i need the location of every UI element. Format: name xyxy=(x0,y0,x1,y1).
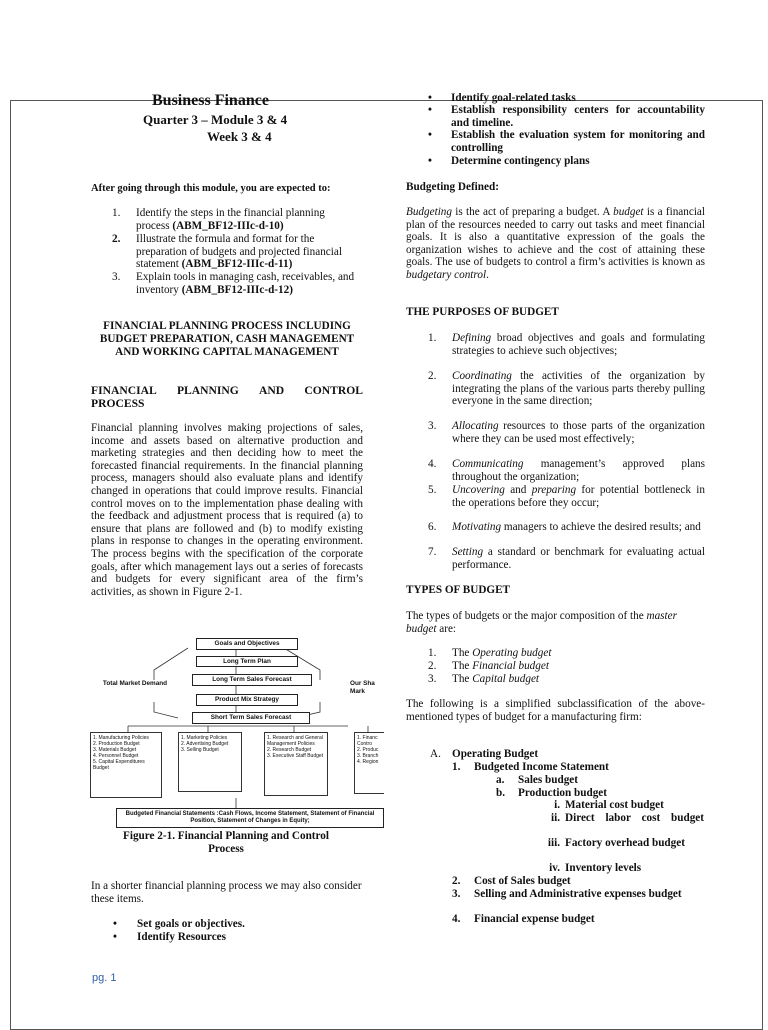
outline-item xyxy=(430,748,538,761)
purpose-text: resources to those parts of the organization where they can be used most effectively; xyxy=(452,420,705,445)
text: is the act of preparing a budget. A xyxy=(452,206,614,218)
purpose-text: broad objectives and goals and formulating strategies to achieve such objectives; xyxy=(452,332,705,357)
bullet-dot: • xyxy=(428,92,432,104)
objective-text: Illustrate the formula and format for the preparation of budgets and projected financial statement xyxy=(136,233,342,271)
objective-code: (ABM_BF12-IIIc-d-10) xyxy=(172,219,284,232)
total-market-label: Total Market Demand xyxy=(102,680,168,687)
purpose-number: 5. xyxy=(428,484,437,496)
bullet-text: Establish responsibility centers for accountability and timeline. xyxy=(451,104,705,129)
our-share-label: Our Sha Mark xyxy=(350,680,375,695)
outline-number: a. xyxy=(496,774,505,786)
purpose-term: Allocating xyxy=(452,420,499,432)
page-number: pg. 1 xyxy=(92,972,117,984)
outline-text: Financial expense budget xyxy=(474,913,595,925)
purpose-term: Setting xyxy=(452,546,484,558)
type-item xyxy=(428,673,539,686)
objective-number: 3. xyxy=(112,271,121,283)
term: budgetary control xyxy=(406,268,487,281)
outline-text-wrap xyxy=(565,837,704,850)
objective-text: Explain tools in managing cash, receivables, and inventory xyxy=(136,271,355,296)
bullet-dot: • xyxy=(428,104,432,116)
goals-box: Goals and Objectives xyxy=(196,638,298,650)
objective-code: (ABM_BF12-IIIc-d-11) xyxy=(181,258,293,271)
purpose-term: Uncovering xyxy=(452,484,505,496)
budgeting-defined-paragraph xyxy=(406,206,705,282)
manufacturing-box: 1. Manufacturing Policies 2. Production Budget 3. Materials Budget 4. Personnel Budget 5. Capital Expenditures Budget xyxy=(90,732,162,798)
outline-text: Operating Budget xyxy=(452,748,539,760)
bullet-text: Determine contingency plans xyxy=(451,155,590,167)
marketing-box: 1. Marketing Policies 2. Advertising Budget 3. Selling Budget xyxy=(178,732,242,792)
type-item xyxy=(428,647,551,660)
purpose-text: for potential bottleneck in the operations before they occur; xyxy=(452,484,705,509)
bullet-item xyxy=(428,155,705,168)
outline-text-wrap xyxy=(565,812,704,825)
bullet-dot: • xyxy=(428,129,432,141)
outline-text: Material cost budget xyxy=(565,799,664,811)
fpc-word: PLANNING xyxy=(176,384,239,397)
type-term: Capital budget xyxy=(472,673,540,685)
outline-item xyxy=(496,774,578,787)
figure-2-1-diagram xyxy=(88,634,384,828)
outline-item xyxy=(452,888,706,901)
purpose-number: 1. xyxy=(428,332,437,344)
bullet-item xyxy=(113,931,226,944)
outline-item xyxy=(538,812,706,825)
text: . xyxy=(486,268,489,281)
quarter-module: Quarter 3 – Module 3 & 4 xyxy=(143,112,288,127)
outline-number: iii. xyxy=(547,837,560,849)
objective-item xyxy=(112,207,360,232)
fpc-word: PROCESS xyxy=(91,397,145,410)
purpose-item xyxy=(428,370,705,408)
figure-caption: Figure 2-1. Financial Planning and Control Process xyxy=(123,830,329,855)
objectives-intro: After going through this module, you are expected to: xyxy=(91,183,331,194)
week-label: Week 3 & 4 xyxy=(207,129,272,144)
purpose-item xyxy=(428,332,705,357)
bullet-text: Establish the evaluation system for monitoring and controlling xyxy=(451,129,705,154)
shorter-process-paragraph: In a shorter financial planning process we may also consider these items. xyxy=(91,880,362,905)
term: master budget xyxy=(406,610,677,635)
bullet-text: Set goals or objectives. xyxy=(137,918,245,930)
outline-text: Production budget xyxy=(518,787,607,799)
bullet-text: Identify Resources xyxy=(137,931,226,943)
outline-text: Sales budget xyxy=(518,774,578,786)
bullet-item xyxy=(428,92,705,105)
short-term-sales-box: Short Term Sales Forecast xyxy=(192,712,310,724)
budgeted-statements-box: Budgeted Financial Statements :Cash Flows, Income Statement, Statement of Financial Position, Statement of Changes in Equity; xyxy=(116,808,384,828)
purpose-number: 2. xyxy=(428,370,437,382)
purpose-term: Motivating xyxy=(452,521,502,533)
outline-number: 3. xyxy=(452,888,461,900)
financial-planning-paragraph: Financial planning involves making projections of sales, income and assets based on alternative production and marketing strategies and then deciding how to meet the forecasted financial requirements. In the financial planning process, managers should also evaluate plans and identify changed in operations that could improve results. Financial control moves on to the implementation phase dealing with the feedback and adjustment process that is required (a) to ensure that plans are followed and (b) to modify existing plans in response to changes in the operating environment. The process begins with the specification of the corporate goals, after which management lays out a series of forecasts and budgets for every significant area of the firm’s activities, as shown in Figure 2-1. xyxy=(91,422,363,598)
text: are: xyxy=(436,622,457,635)
purpose-item xyxy=(428,521,705,534)
purposes-heading: THE PURPOSES OF BUDGET xyxy=(406,306,559,318)
subclassification-paragraph: The following is a simplified subclassification of the above-mentioned types of budget for a manufacturing firm: xyxy=(406,698,705,723)
outline-number: iv. xyxy=(549,862,560,874)
purpose-number: 7. xyxy=(428,546,437,558)
type-number: 2. xyxy=(428,660,437,672)
outline-text: Factory overhead budget xyxy=(565,837,685,849)
fpc-word: AND xyxy=(259,384,285,397)
purpose-item xyxy=(428,484,705,509)
objective-code: (ABM_BF12-IIIc-d-12) xyxy=(181,283,293,296)
outline-item xyxy=(452,875,706,888)
outline-item xyxy=(452,761,609,774)
purpose-text: managers to achieve the desired results; and xyxy=(501,521,701,533)
fpc-heading xyxy=(91,384,363,410)
outline-item xyxy=(496,787,607,800)
objective-number: 2. xyxy=(112,233,121,245)
purpose-text: the activities of the organization by integrating the plans of the various parts thereby pulling everyone in the same direction; xyxy=(452,370,705,408)
finance-box: 1. Financ Contro 2. Produc 3. Branch 4. Region xyxy=(354,732,384,794)
objective-text: Identify the steps in the financial planning process xyxy=(136,207,325,232)
outline-text: Direct labor cost budget xyxy=(565,812,704,824)
type-item xyxy=(428,660,549,673)
objective-item xyxy=(112,271,360,296)
bullet-item xyxy=(428,129,705,154)
purpose-number: 6. xyxy=(428,521,437,533)
purpose-item xyxy=(428,546,705,571)
type-term: Financial budget xyxy=(472,660,549,672)
outline-number: 1. xyxy=(452,761,461,773)
text: The types of budgets or the major composition of the xyxy=(406,610,647,622)
purpose-item xyxy=(428,420,705,445)
document-title: Business Finance xyxy=(152,92,269,109)
fpc-word: FINANCIAL xyxy=(91,384,157,397)
purpose-text: a standard or benchmark for evaluating actual performance. xyxy=(452,546,705,571)
term: budget xyxy=(613,206,644,218)
outline-text: Cost of Sales budget xyxy=(474,875,571,887)
bullet-dot: • xyxy=(113,931,117,943)
long-term-plan-box: Long Term Plan xyxy=(196,656,298,667)
purpose-item xyxy=(428,458,705,483)
purpose-term: Coordinating xyxy=(452,370,512,382)
outline-number: A. xyxy=(430,748,441,760)
bullet-item xyxy=(428,104,705,129)
purpose-text: management’s approved plans throughout the organization; xyxy=(452,458,705,483)
purpose-term: preparing xyxy=(531,484,577,496)
fpc-word: CONTROL xyxy=(304,384,363,397)
type-text: The xyxy=(452,647,473,659)
outline-item xyxy=(538,862,706,875)
text: is a financial plan of the resources needed to carry out tasks and meet financial goals. It is also a quantitative expression of the goals the organization wishes to achieve and the cost of attaining these goals. The use of budgets to control a firm’s activities is known as xyxy=(406,206,705,269)
types-heading: TYPES OF BUDGET xyxy=(406,584,511,596)
type-number: 1. xyxy=(428,647,437,659)
outline-number: b. xyxy=(496,787,506,799)
purpose-term: Defining xyxy=(452,332,492,344)
outline-item xyxy=(538,837,706,850)
outline-number: ii. xyxy=(550,812,560,824)
long-term-sales-box: Long Term Sales Forecast xyxy=(192,674,312,686)
purpose-number: 4. xyxy=(428,458,437,470)
budgeting-defined-heading: Budgeting Defined: xyxy=(406,181,499,193)
bullet-dot: • xyxy=(428,155,432,167)
outline-text: Budgeted Income Statement xyxy=(474,761,609,773)
research-box: 1. Research and General Management Policies 2. Research Budget 3. Executive Staff Budget xyxy=(264,732,328,796)
section-title: FINANCIAL PLANNING PROCESS INCLUDING BUDGET PREPARATION, CASH MANAGEMENT AND WORKING CAPITAL MANAGEMENT xyxy=(99,320,355,358)
purpose-term: Communicating xyxy=(452,458,524,470)
purpose-text: and xyxy=(504,484,532,496)
outline-number: 2. xyxy=(452,875,461,887)
outline-item xyxy=(538,799,706,812)
bullet-dot: • xyxy=(113,918,117,930)
outline-text: Inventory levels xyxy=(565,862,642,874)
type-term: Operating budget xyxy=(472,647,552,659)
type-text: The xyxy=(452,673,473,685)
outline-number: 4. xyxy=(452,913,461,925)
objective-item xyxy=(112,233,360,271)
bullet-item xyxy=(113,918,245,931)
type-text: The xyxy=(452,660,473,672)
term: Budgeting xyxy=(406,206,452,218)
types-paragraph xyxy=(406,610,705,635)
outline-text: Selling and Administrative expenses budget xyxy=(474,888,682,900)
bullet-text: Identify goal-related tasks xyxy=(451,92,576,104)
objective-number: 1. xyxy=(112,207,121,219)
outline-number: i. xyxy=(554,799,560,811)
type-number: 3. xyxy=(428,673,437,685)
purpose-number: 3. xyxy=(428,420,437,432)
product-mix-box: Product Mix Strategy xyxy=(196,694,298,706)
outline-item xyxy=(452,913,706,926)
